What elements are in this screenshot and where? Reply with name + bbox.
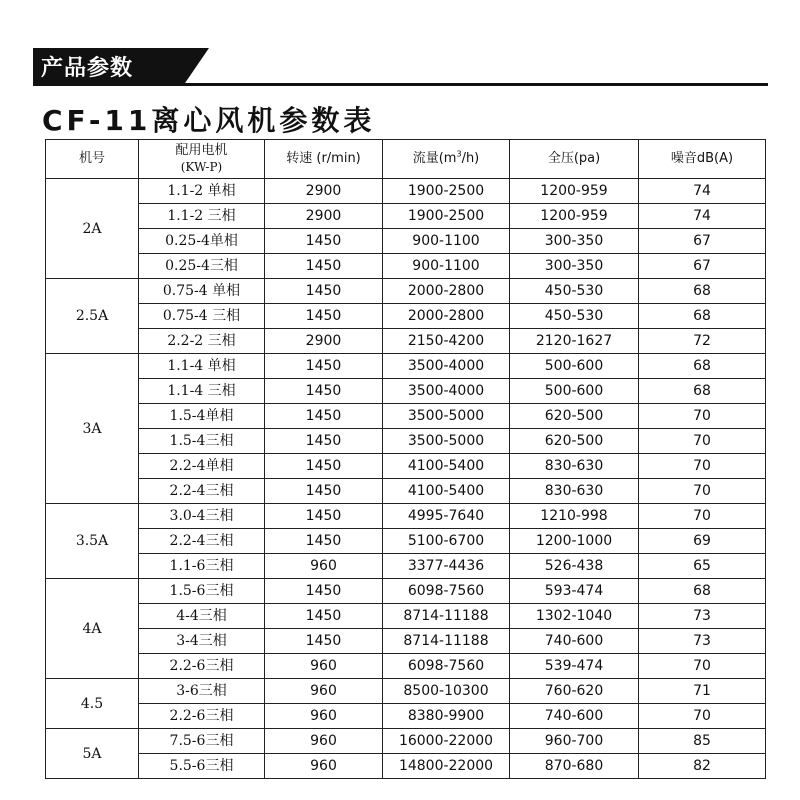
motor-cell: 2.2-4单相 bbox=[139, 454, 265, 479]
motor-cell: 2.2-6三相 bbox=[139, 654, 265, 679]
noise-cell: 68 bbox=[639, 379, 766, 404]
noise-cell: 74 bbox=[639, 204, 766, 229]
flow-cell: 6098-7560 bbox=[383, 579, 510, 604]
header-pressure: 全压(pa) bbox=[510, 140, 639, 179]
speed-cell: 1450 bbox=[265, 504, 383, 529]
pressure-cell: 1200-1000 bbox=[510, 529, 639, 554]
flow-cell: 3500-4000 bbox=[383, 354, 510, 379]
table-row bbox=[46, 454, 766, 479]
speed-cell: 960 bbox=[265, 654, 383, 679]
speed-cell: 960 bbox=[265, 554, 383, 579]
table-row bbox=[46, 329, 766, 354]
table-row bbox=[46, 579, 766, 604]
motor-cell: 3-4三相 bbox=[139, 629, 265, 654]
table-row bbox=[46, 479, 766, 504]
speed-cell: 1450 bbox=[265, 379, 383, 404]
noise-cell: 70 bbox=[639, 454, 766, 479]
model-cell: 2A bbox=[46, 179, 139, 279]
noise-cell: 68 bbox=[639, 279, 766, 304]
noise-cell: 74 bbox=[639, 179, 766, 204]
motor-cell: 1.1-4 单相 bbox=[139, 354, 265, 379]
table-header-row bbox=[46, 140, 766, 179]
speed-cell: 1450 bbox=[265, 354, 383, 379]
motor-cell: 5.5-6三相 bbox=[139, 754, 265, 779]
header-motor-line2: (KW-P) bbox=[180, 160, 223, 174]
speed-cell: 1450 bbox=[265, 279, 383, 304]
table-row bbox=[46, 729, 766, 754]
flow-cell: 3377-4436 bbox=[383, 554, 510, 579]
noise-cell: 69 bbox=[639, 529, 766, 554]
pressure-cell: 450-530 bbox=[510, 279, 639, 304]
pressure-cell: 526-438 bbox=[510, 554, 639, 579]
table-body bbox=[46, 179, 766, 779]
speed-cell: 1450 bbox=[265, 429, 383, 454]
motor-cell: 2.2-4三相 bbox=[139, 529, 265, 554]
table-row bbox=[46, 504, 766, 529]
motor-cell: 3.0-4三相 bbox=[139, 504, 265, 529]
pressure-cell: 740-600 bbox=[510, 629, 639, 654]
header-noise: 噪音dB(A) bbox=[639, 140, 766, 179]
flow-cell: 2000-2800 bbox=[383, 304, 510, 329]
table-row bbox=[46, 279, 766, 304]
motor-cell: 2.2-2 三相 bbox=[139, 329, 265, 354]
flow-cell: 8714-11188 bbox=[383, 629, 510, 654]
flow-cell: 900-1100 bbox=[383, 254, 510, 279]
flow-cell: 3500-5000 bbox=[383, 404, 510, 429]
pressure-cell: 300-350 bbox=[510, 254, 639, 279]
pressure-cell: 620-500 bbox=[510, 429, 639, 454]
pressure-cell: 740-600 bbox=[510, 704, 639, 729]
motor-cell: 1.5-4单相 bbox=[139, 404, 265, 429]
banner-tab bbox=[33, 48, 183, 86]
pressure-cell: 830-630 bbox=[510, 454, 639, 479]
flow-cell: 8500-10300 bbox=[383, 679, 510, 704]
flow-cell: 1900-2500 bbox=[383, 204, 510, 229]
flow-cell: 14800-22000 bbox=[383, 754, 510, 779]
header-speed: 转速 (r/min) bbox=[265, 140, 383, 179]
pressure-cell: 620-500 bbox=[510, 404, 639, 429]
speed-cell: 1450 bbox=[265, 304, 383, 329]
motor-cell: 1.5-4三相 bbox=[139, 429, 265, 454]
speed-cell: 1450 bbox=[265, 579, 383, 604]
pressure-cell: 830-630 bbox=[510, 479, 639, 504]
flow-cell: 3500-5000 bbox=[383, 429, 510, 454]
noise-cell: 85 bbox=[639, 729, 766, 754]
motor-cell: 1.1-2 单相 bbox=[139, 179, 265, 204]
motor-cell: 1.5-6三相 bbox=[139, 579, 265, 604]
motor-cell: 1.1-2 三相 bbox=[139, 204, 265, 229]
pressure-cell: 960-700 bbox=[510, 729, 639, 754]
motor-cell: 0.75-4 三相 bbox=[139, 304, 265, 329]
flow-cell: 8714-11188 bbox=[383, 604, 510, 629]
noise-cell: 65 bbox=[639, 554, 766, 579]
speed-cell: 1450 bbox=[265, 454, 383, 479]
speed-cell: 960 bbox=[265, 679, 383, 704]
speed-cell: 2900 bbox=[265, 204, 383, 229]
table-row bbox=[46, 204, 766, 229]
pressure-cell: 593-474 bbox=[510, 579, 639, 604]
motor-cell: 0.25-4单相 bbox=[139, 229, 265, 254]
noise-cell: 73 bbox=[639, 629, 766, 654]
flow-cell: 3500-4000 bbox=[383, 379, 510, 404]
pressure-cell: 760-620 bbox=[510, 679, 639, 704]
banner-label: 产品参数 bbox=[41, 56, 134, 81]
flow-cell: 900-1100 bbox=[383, 229, 510, 254]
table-row bbox=[46, 254, 766, 279]
flow-cell: 2000-2800 bbox=[383, 279, 510, 304]
header-flow-sup: 3 bbox=[456, 149, 462, 159]
pressure-cell: 539-474 bbox=[510, 654, 639, 679]
pressure-cell: 500-600 bbox=[510, 379, 639, 404]
flow-cell: 6098-7560 bbox=[383, 654, 510, 679]
noise-cell: 70 bbox=[639, 479, 766, 504]
motor-cell: 0.75-4 单相 bbox=[139, 279, 265, 304]
table-row bbox=[46, 354, 766, 379]
speed-cell: 1450 bbox=[265, 629, 383, 654]
speed-cell: 1450 bbox=[265, 404, 383, 429]
table-row bbox=[46, 229, 766, 254]
noise-cell: 68 bbox=[639, 354, 766, 379]
flow-cell: 16000-22000 bbox=[383, 729, 510, 754]
table-row bbox=[46, 304, 766, 329]
motor-cell: 4-4三相 bbox=[139, 604, 265, 629]
table-row bbox=[46, 179, 766, 204]
noise-cell: 71 bbox=[639, 679, 766, 704]
noise-cell: 73 bbox=[639, 604, 766, 629]
table-row bbox=[46, 554, 766, 579]
pressure-cell: 300-350 bbox=[510, 229, 639, 254]
flow-cell: 1900-2500 bbox=[383, 179, 510, 204]
table-row bbox=[46, 654, 766, 679]
table-row bbox=[46, 529, 766, 554]
pressure-cell: 1200-959 bbox=[510, 204, 639, 229]
speed-cell: 1450 bbox=[265, 229, 383, 254]
speed-cell: 1450 bbox=[265, 604, 383, 629]
flow-cell: 8380-9900 bbox=[383, 704, 510, 729]
motor-cell: 1.1-4 三相 bbox=[139, 379, 265, 404]
noise-cell: 82 bbox=[639, 754, 766, 779]
spec-table bbox=[45, 139, 766, 779]
table-row bbox=[46, 429, 766, 454]
header-flow-suffix: /h) bbox=[461, 151, 480, 166]
noise-cell: 68 bbox=[639, 579, 766, 604]
flow-cell: 4995-7640 bbox=[383, 504, 510, 529]
pressure-cell: 500-600 bbox=[510, 354, 639, 379]
noise-cell: 68 bbox=[639, 304, 766, 329]
flow-cell: 2150-4200 bbox=[383, 329, 510, 354]
table-row bbox=[46, 629, 766, 654]
motor-cell: 3-6三相 bbox=[139, 679, 265, 704]
motor-cell: 1.1-6三相 bbox=[139, 554, 265, 579]
model-cell: 5A bbox=[46, 729, 139, 779]
pressure-cell: 1210-998 bbox=[510, 504, 639, 529]
header-motor-line1: 配用电机 bbox=[175, 143, 228, 158]
pressure-cell: 450-530 bbox=[510, 304, 639, 329]
noise-cell: 70 bbox=[639, 704, 766, 729]
noise-cell: 70 bbox=[639, 429, 766, 454]
section-banner bbox=[33, 48, 768, 86]
table-row bbox=[46, 754, 766, 779]
table-row bbox=[46, 379, 766, 404]
speed-cell: 2900 bbox=[265, 179, 383, 204]
pressure-cell: 1302-1040 bbox=[510, 604, 639, 629]
model-cell: 2.5A bbox=[46, 279, 139, 354]
motor-cell: 2.2-4三相 bbox=[139, 479, 265, 504]
noise-cell: 70 bbox=[639, 654, 766, 679]
noise-cell: 70 bbox=[639, 504, 766, 529]
speed-cell: 1450 bbox=[265, 529, 383, 554]
pressure-cell: 870-680 bbox=[510, 754, 639, 779]
speed-cell: 1450 bbox=[265, 254, 383, 279]
motor-cell: 0.25-4三相 bbox=[139, 254, 265, 279]
flow-cell: 4100-5400 bbox=[383, 479, 510, 504]
model-cell: 3A bbox=[46, 354, 139, 504]
noise-cell: 70 bbox=[639, 404, 766, 429]
table-row bbox=[46, 404, 766, 429]
speed-cell: 960 bbox=[265, 704, 383, 729]
speed-cell: 1450 bbox=[265, 479, 383, 504]
pressure-cell: 1200-959 bbox=[510, 179, 639, 204]
speed-cell: 2900 bbox=[265, 329, 383, 354]
speed-cell: 960 bbox=[265, 754, 383, 779]
model-cell: 4A bbox=[46, 579, 139, 679]
table-row bbox=[46, 604, 766, 629]
speed-cell: 960 bbox=[265, 729, 383, 754]
header-model: 机号 bbox=[46, 140, 139, 179]
noise-cell: 72 bbox=[639, 329, 766, 354]
header-flow-prefix: 流量(m bbox=[412, 151, 457, 166]
noise-cell: 67 bbox=[639, 254, 766, 279]
noise-cell: 67 bbox=[639, 229, 766, 254]
model-cell: 4.5 bbox=[46, 679, 139, 729]
motor-cell: 2.2-6三相 bbox=[139, 704, 265, 729]
header-motor bbox=[139, 140, 265, 179]
flow-cell: 5100-6700 bbox=[383, 529, 510, 554]
table-row bbox=[46, 679, 766, 704]
table-row bbox=[46, 704, 766, 729]
pressure-cell: 2120-1627 bbox=[510, 329, 639, 354]
flow-cell: 4100-5400 bbox=[383, 454, 510, 479]
model-cell: 3.5A bbox=[46, 504, 139, 579]
header-flow bbox=[383, 140, 510, 179]
page-title: CF-11离心风机参数表 bbox=[42, 104, 376, 137]
motor-cell: 7.5-6三相 bbox=[139, 729, 265, 754]
